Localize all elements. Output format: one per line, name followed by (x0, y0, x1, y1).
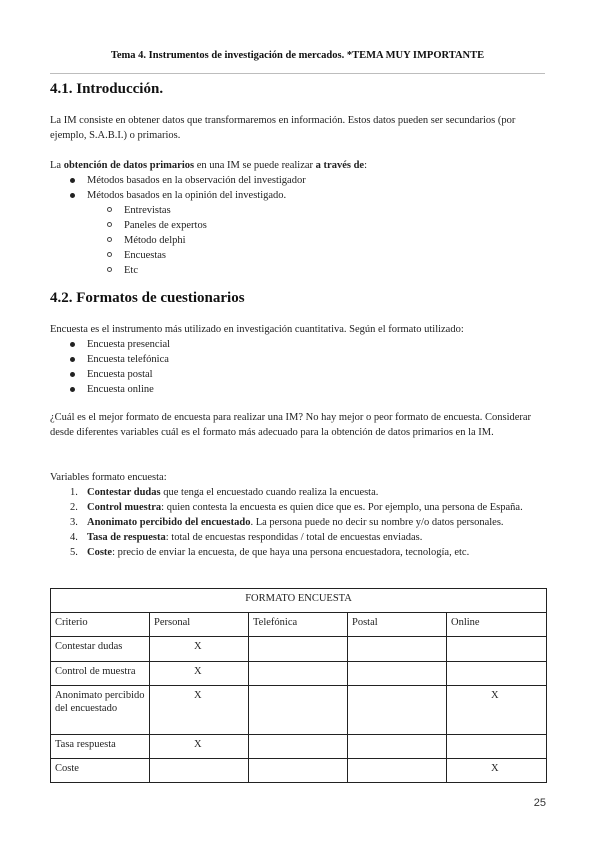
list-item-text: Métodos basados en la opinión del investigado. (87, 190, 287, 201)
list-item (50, 248, 548, 263)
list-item (50, 382, 548, 397)
table-cell (348, 735, 447, 759)
header-divider (50, 73, 545, 74)
table-cell: X (447, 759, 547, 783)
table-row (51, 759, 547, 783)
lead-suffix: : (364, 160, 367, 171)
variable-term: Anonimato percibido del encuestado (87, 517, 251, 528)
survey-format-table (50, 588, 547, 783)
table-cell (150, 759, 249, 783)
list-item-text: Encuesta telefónica (87, 354, 169, 365)
table-cell (348, 637, 447, 662)
variable-desc: que tenga el encuestado cuando realiza la encuesta. (160, 487, 379, 498)
table-cell (249, 759, 348, 783)
circle-bullet-icon (107, 252, 112, 257)
table-cell: X (447, 686, 547, 735)
list-item (50, 203, 548, 218)
variable-desc: : total de encuestas respondidas / total de encuestas enviadas. (165, 532, 423, 543)
list-item (50, 173, 548, 188)
bullet-icon (70, 372, 75, 377)
variable-desc: : quien contesta la encuesta es quien dice que es. Por ejemplo, una persona de España. (161, 502, 523, 513)
bullet-icon (70, 178, 75, 183)
variable-desc: : precio de enviar la encuesta, de que haya una persona encuestadora, tecnología, etc. (112, 547, 470, 558)
table-cell (348, 759, 447, 783)
list-item-text: Métodos basados en la observación del investigador (87, 175, 306, 186)
list-item-text: Paneles de expertos (124, 220, 207, 231)
list-item (50, 545, 548, 560)
bullet-icon (70, 387, 75, 392)
section-1-lead (50, 158, 548, 173)
table-cell (447, 662, 547, 686)
bullet-icon (70, 357, 75, 362)
variable-term: Control muestra (87, 502, 162, 513)
list-item (50, 218, 548, 233)
table-cell (348, 662, 447, 686)
circle-bullet-icon (107, 237, 112, 242)
variable-desc: . La persona puede no decir su nombre y/o datos personales. (250, 517, 504, 528)
list-item-text: Etc (124, 265, 138, 276)
list-number: 4. (70, 532, 78, 543)
table-row (51, 662, 547, 686)
page-header: Tema 4. Instrumentos de investigación de mercados. *TEMA MUY IMPORTANTE (110, 50, 485, 61)
list-item (50, 337, 548, 352)
table-cell (249, 735, 348, 759)
variable-term: Coste (87, 547, 113, 558)
format-list (50, 337, 548, 397)
section-2-intro: Encuesta es el instrumento más utilizado en investigación cuantitativa. Según el formato utilizado: (50, 324, 464, 335)
list-item-text: Encuesta presencial (87, 339, 171, 350)
table-cell: Coste (51, 759, 150, 783)
list-item-text: Encuestas (124, 250, 166, 261)
list-item (50, 485, 548, 500)
list-item (50, 233, 548, 248)
list-number: 1. (70, 487, 78, 498)
page-number: 25 (533, 797, 546, 809)
table-header-cell: Telefónica (249, 613, 348, 637)
table-header-cell: Postal (348, 613, 447, 637)
list-item (50, 188, 548, 203)
lead-prefix: La (50, 160, 64, 171)
section-2-question: ¿Cuál es el mejor formato de encuesta para realizar una IM? No hay mejor o peor formato de encuesta. Considerar desde diferentes variables cuál es el formato más adecuado para la obtención de datos primarios en la IM. (50, 412, 532, 438)
table-cell (249, 686, 348, 735)
table-row (51, 637, 547, 662)
variables-list (50, 485, 548, 560)
table-cell: Anonimato percibido del encuestado (51, 686, 150, 735)
opinion-method-sublist (50, 203, 548, 278)
table-cell: Control de muestra (51, 662, 150, 686)
circle-bullet-icon (107, 267, 112, 272)
list-number: 5. (70, 547, 78, 558)
table-caption: FORMATO ENCUESTA (51, 589, 547, 613)
table-cell (447, 735, 547, 759)
table-cell: X (150, 662, 249, 686)
section-1-heading: 4.1. Introducción. (50, 81, 164, 97)
section-2-heading: 4.2. Formatos de cuestionarios (50, 290, 245, 306)
table-row (51, 735, 547, 759)
bullet-icon (70, 342, 75, 347)
circle-bullet-icon (107, 207, 112, 212)
table-cell: Tasa respuesta (51, 735, 150, 759)
circle-bullet-icon (107, 222, 112, 227)
list-item (50, 367, 548, 382)
table-header-cell: Online (447, 613, 547, 637)
table-header-cell: Personal (150, 613, 249, 637)
table-cell (249, 662, 348, 686)
list-item (50, 500, 548, 515)
table-cell: X (150, 637, 249, 662)
list-item (50, 515, 548, 530)
list-number: 2. (70, 502, 78, 513)
section-1-intro: La IM consiste en obtener datos que transformaremos en información. Estos datos pueden ser secundarios (por ejemplo, S.A.B.I.) o primarios. (50, 115, 516, 141)
table-cell: Contestar dudas (51, 637, 150, 662)
variable-term: Contestar dudas (87, 487, 161, 498)
table-cell (447, 637, 547, 662)
list-number: 3. (70, 517, 78, 528)
lead-bold: obtención de datos primarios (63, 160, 195, 171)
list-item-text: Encuesta postal (87, 369, 153, 380)
list-item (50, 352, 548, 367)
list-item-text: Encuesta online (87, 384, 154, 395)
list-item (50, 530, 548, 545)
list-item-text: Entrevistas (124, 205, 171, 216)
lead-bold-2: a través de (315, 160, 365, 171)
table-cell: X (150, 735, 249, 759)
table-cell (348, 686, 447, 735)
table-cell: X (150, 686, 249, 735)
lead-middle: en una IM se puede realizar (194, 160, 316, 171)
variables-title: Variables formato encuesta: (50, 472, 167, 483)
variable-term: Tasa de respuesta (87, 532, 166, 543)
table-cell (249, 637, 348, 662)
table-row (51, 686, 547, 735)
list-item-text: Método delphi (124, 235, 186, 246)
table-header-cell: Criterio (51, 613, 150, 637)
bullet-icon (70, 193, 75, 198)
method-list (50, 173, 548, 203)
list-item (50, 263, 548, 278)
